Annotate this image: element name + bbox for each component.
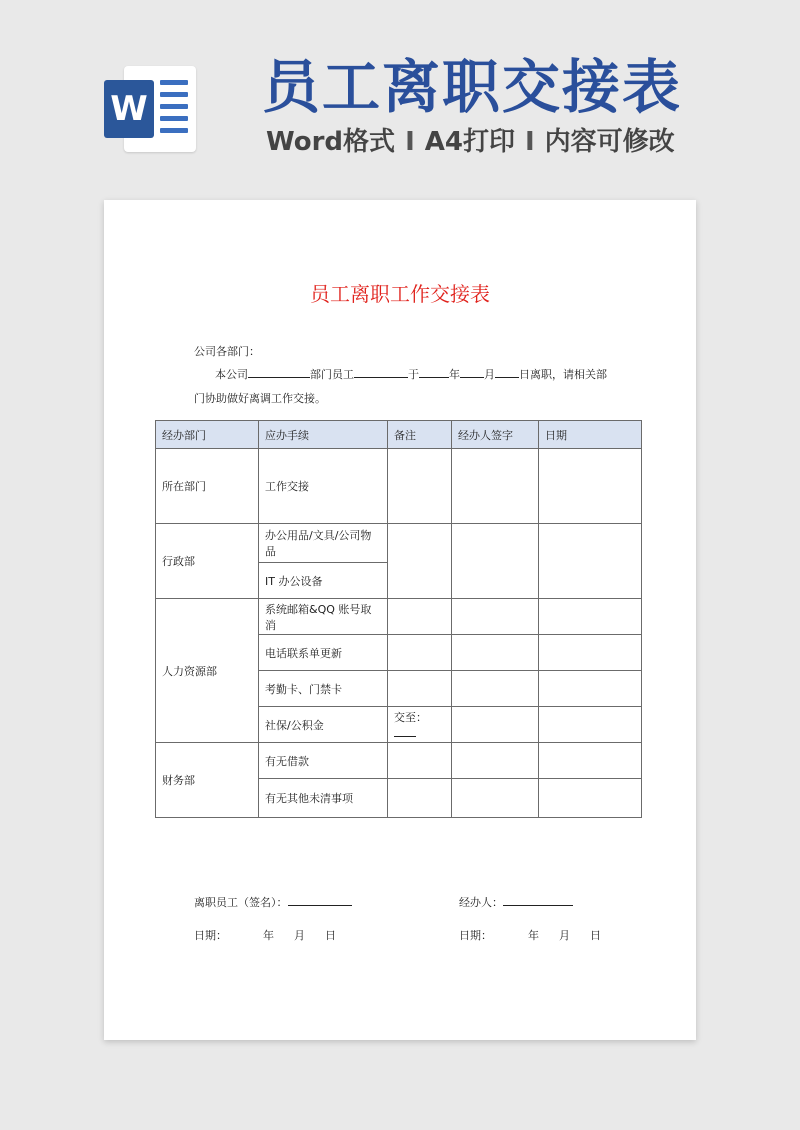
- task-cell: IT 办公设备: [259, 563, 388, 599]
- blank-handler-signature[interactable]: [503, 894, 573, 906]
- col-remarks: 备注: [388, 421, 452, 449]
- table-row: [156, 524, 642, 563]
- blank-department[interactable]: [248, 366, 310, 378]
- document-page: [104, 200, 696, 1040]
- subtitle-editable: 内容可修改: [544, 127, 675, 157]
- signature-cell[interactable]: [452, 743, 539, 779]
- remarks-cell[interactable]: [388, 671, 452, 707]
- subtitle-separator: I: [524, 127, 535, 157]
- dept-cell: 所在部门: [156, 449, 259, 524]
- date-cell[interactable]: [539, 779, 642, 818]
- signature-cell[interactable]: [452, 779, 539, 818]
- subtitle-format: Word格式: [266, 127, 396, 157]
- remarks-cell[interactable]: [388, 524, 452, 599]
- dept-cell: 人力资源部: [156, 599, 259, 743]
- subtitle-separator: I: [405, 127, 415, 157]
- subtitle-print: A4打印: [424, 127, 515, 157]
- banner-title: 员工离职交接表: [262, 53, 683, 121]
- salutation: 公司各部门：: [194, 345, 260, 358]
- date-cell[interactable]: [539, 635, 642, 671]
- signature-cell[interactable]: [452, 524, 539, 599]
- table-row: [156, 599, 642, 635]
- date-cell[interactable]: [539, 524, 642, 599]
- col-procedure: 应办手续: [259, 421, 388, 449]
- dept-cell: 行政部: [156, 524, 259, 599]
- task-cell: 有无其他未清事项: [259, 779, 388, 818]
- date-cell[interactable]: [539, 671, 642, 707]
- handover-table: [155, 420, 642, 818]
- handler-signature-line: 经办人：: [459, 894, 573, 910]
- employee-signature-line: 离职员工（签名）：: [194, 894, 352, 910]
- remarks-cell[interactable]: 交至：: [388, 707, 452, 743]
- remarks-cell[interactable]: [388, 449, 452, 524]
- blank-employee-signature[interactable]: [288, 894, 352, 906]
- word-badge-icon: W: [104, 80, 154, 138]
- col-department: 经办部门: [156, 421, 259, 449]
- dept-cell: 财务部: [156, 743, 259, 818]
- signature-cell[interactable]: [452, 635, 539, 671]
- remarks-cell[interactable]: [388, 635, 452, 671]
- table-header-row: [156, 421, 642, 449]
- blank-employee[interactable]: [354, 366, 408, 378]
- employee-date-line: 日期： 年 月 日: [194, 929, 336, 942]
- document-title: 员工离职工作交接表: [310, 282, 490, 306]
- remarks-cell[interactable]: [388, 779, 452, 818]
- remarks-cell[interactable]: [388, 599, 452, 635]
- date-cell[interactable]: [539, 743, 642, 779]
- col-handler-signature: 经办人签字: [452, 421, 539, 449]
- word-logo: [104, 62, 200, 158]
- blank-month[interactable]: [460, 366, 484, 378]
- intro-line-continued: 门协助做好离调工作交接。: [194, 392, 326, 405]
- task-cell: 考勤卡、门禁卡: [259, 671, 388, 707]
- date-cell[interactable]: [539, 599, 642, 635]
- task-cell: 电话联系单更新: [259, 635, 388, 671]
- task-cell: 办公用品/文具/公司物品: [259, 524, 388, 563]
- signature-cell[interactable]: [452, 671, 539, 707]
- col-date: 日期: [539, 421, 642, 449]
- signature-cell[interactable]: [452, 707, 539, 743]
- date-cell[interactable]: [539, 449, 642, 524]
- task-cell: 系统邮箱&QQ 账号取消: [259, 599, 388, 635]
- remarks-cell[interactable]: [388, 743, 452, 779]
- handler-date-line: 日期： 年 月 日: [459, 929, 601, 942]
- banner-subtitle: [266, 124, 675, 160]
- date-cell[interactable]: [539, 707, 642, 743]
- blank-day[interactable]: [495, 366, 519, 378]
- table-row: [156, 449, 642, 524]
- signature-cell[interactable]: [452, 449, 539, 524]
- blank-year[interactable]: [419, 366, 449, 378]
- intro-line: 本公司 部门员工 于 年 月 日离职，请相关部: [215, 368, 607, 381]
- blank-handover-to[interactable]: [394, 725, 416, 737]
- task-cell: 工作交接: [259, 449, 388, 524]
- table-row: [156, 743, 642, 779]
- signature-cell[interactable]: [452, 599, 539, 635]
- task-cell: 有无借款: [259, 743, 388, 779]
- task-cell: 社保/公积金: [259, 707, 388, 743]
